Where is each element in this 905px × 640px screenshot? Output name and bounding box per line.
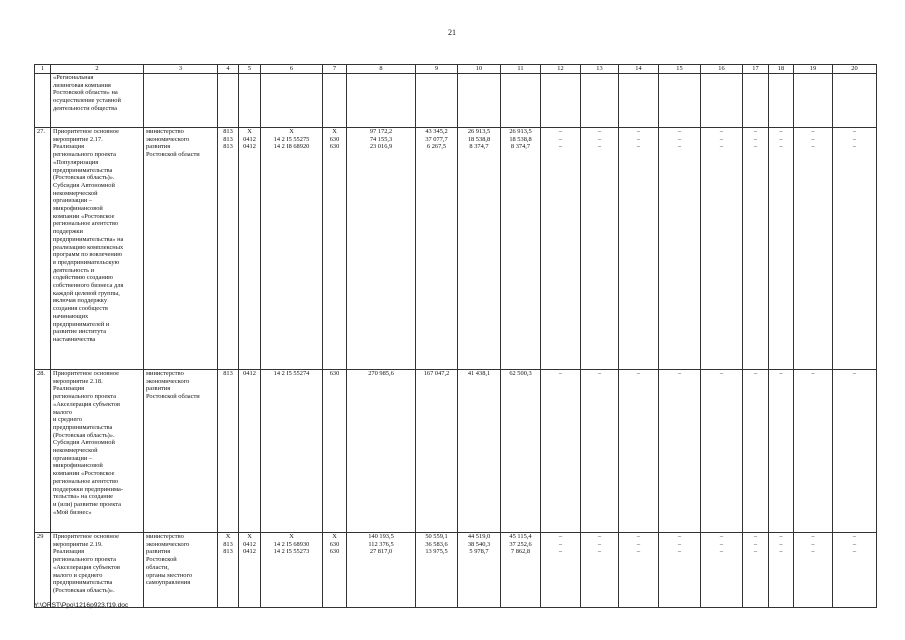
- value-line: 43 345,2: [425, 128, 448, 135]
- column-header: 14: [619, 65, 659, 74]
- value-cell: [239, 128, 261, 370]
- value-cell: [581, 533, 619, 608]
- value-cell: [541, 370, 581, 533]
- column-header: 18: [769, 65, 794, 74]
- value-line: 813: [223, 370, 233, 377]
- table-row: [35, 370, 877, 533]
- row-number: 29: [35, 533, 51, 608]
- value-line: 5 978,7: [469, 548, 489, 556]
- value-line: –: [558, 540, 563, 548]
- value-line: 74 155,3: [369, 135, 393, 143]
- value-cell: [743, 74, 769, 128]
- value-line: –: [719, 135, 724, 143]
- value-line: 630: [329, 135, 340, 143]
- value-line: –: [597, 533, 602, 540]
- value-line: 18 538,8: [509, 135, 532, 143]
- value-line: 27 817,0: [369, 548, 393, 556]
- value-cell: [743, 128, 769, 370]
- value-cell: [541, 128, 581, 370]
- value-line: –: [779, 540, 783, 548]
- value-cell: [458, 74, 501, 128]
- value-line: –: [753, 533, 758, 540]
- value-cell: [261, 74, 323, 128]
- value-cell: [261, 128, 323, 370]
- value-line: 14 2 I5 55273: [273, 548, 310, 556]
- value-cell: [541, 533, 581, 608]
- value-line: 813: [223, 548, 233, 556]
- value-line: X: [332, 533, 337, 540]
- value-line: –: [558, 548, 563, 556]
- column-header: 4: [218, 65, 239, 74]
- value-line: –: [677, 135, 682, 143]
- value-line: 630: [329, 540, 340, 548]
- value-line: 26 913,5: [509, 128, 532, 135]
- value-line: X: [289, 533, 294, 540]
- value-line: –: [636, 533, 641, 540]
- column-header: 17: [743, 65, 769, 74]
- value-line: 0412: [243, 370, 256, 377]
- value-line: –: [753, 135, 758, 143]
- value-line: –: [811, 540, 815, 548]
- row-number: 27.: [35, 128, 51, 370]
- column-header: 9: [416, 65, 458, 74]
- value-cell: [501, 370, 541, 533]
- column-header: 10: [458, 65, 501, 74]
- value-line: –: [811, 143, 815, 151]
- value-line: 813: [223, 540, 233, 548]
- value-line: –: [779, 548, 783, 556]
- value-cell: [619, 533, 659, 608]
- value-cell: [416, 533, 458, 608]
- value-cell: [239, 370, 261, 533]
- header-row: [35, 65, 877, 74]
- value-cell: [833, 128, 877, 370]
- value-line: –: [811, 548, 815, 556]
- column-header: 6: [261, 65, 323, 74]
- executor: [144, 74, 218, 128]
- value-cell: [701, 533, 743, 608]
- value-cell: [458, 533, 501, 608]
- value-line: –: [636, 128, 641, 135]
- value-line: 6 267,5: [426, 143, 447, 151]
- value-line: –: [636, 540, 641, 548]
- value-line: 36 583,6: [425, 540, 448, 548]
- value-line: –: [852, 370, 857, 377]
- value-line: –: [677, 370, 682, 377]
- value-line: X: [289, 128, 294, 135]
- value-line: –: [719, 370, 724, 377]
- value-line: –: [597, 540, 602, 548]
- value-cell: [347, 128, 416, 370]
- file-path-footer: Y:\ORST\Ppo\1216p923.f19.doc: [34, 602, 129, 609]
- value-line: 23 016,9: [369, 143, 393, 151]
- value-line: 813: [223, 143, 233, 151]
- value-cell: [239, 533, 261, 608]
- value-line: 630: [329, 143, 340, 151]
- value-line: –: [597, 370, 602, 377]
- value-cell: [769, 370, 794, 533]
- value-line: –: [753, 540, 758, 548]
- value-line: 112 376,5: [368, 540, 394, 548]
- value-line: 97 172,2: [369, 128, 393, 135]
- value-line: –: [719, 540, 724, 548]
- value-line: –: [779, 135, 783, 143]
- value-line: 37 252,6: [509, 540, 532, 548]
- value-line: 13 975,5: [425, 548, 448, 556]
- value-cell: [239, 74, 261, 128]
- value-cell: [323, 533, 347, 608]
- value-line: –: [677, 128, 682, 135]
- value-line: –: [753, 370, 758, 377]
- value-line: –: [852, 135, 857, 143]
- value-cell: [581, 370, 619, 533]
- value-cell: [659, 370, 701, 533]
- value-line: 813: [223, 135, 233, 143]
- row-number: [35, 74, 51, 128]
- value-line: 0412: [243, 135, 256, 143]
- column-header: 7: [323, 65, 347, 74]
- value-line: –: [677, 548, 682, 556]
- column-header: 13: [581, 65, 619, 74]
- value-line: –: [719, 143, 724, 151]
- executor: министерство экономического развития Ростовской области: [144, 128, 218, 370]
- value-line: X: [225, 533, 231, 540]
- value-cell: [323, 370, 347, 533]
- budget-table: [34, 64, 877, 608]
- value-line: 14 2 I5 55274: [273, 370, 310, 377]
- column-header: 1: [35, 65, 51, 74]
- value-line: 50 559,1: [425, 533, 448, 540]
- value-line: 14 2 I5 68930: [273, 540, 310, 548]
- column-header: 16: [701, 65, 743, 74]
- value-cell: [743, 370, 769, 533]
- value-line: –: [719, 548, 724, 556]
- value-line: –: [753, 143, 758, 151]
- measure-name: Приоритетное основное мероприятие 2.17. Реализация регионального проекта «Популяризация предпринимательства (Ростовская область)». Субсидия Автономной некоммерческой организации – микрофинансовой компании «Ростовское региональное агентство поддержки предпринимательства» на реализацию комплексных программ по вовлечению в предпринимательскую деятельность и содействию созданию собственного бизнеса для каждой целевой группы, включая поддержку создания сообществ начинающих предпринимателей и развитие института наставничества: [51, 128, 144, 370]
- value-cell: [501, 128, 541, 370]
- value-line: –: [811, 128, 815, 135]
- page-number: 21: [448, 28, 456, 37]
- value-cell: [458, 128, 501, 370]
- column-header: 11: [501, 65, 541, 74]
- value-line: –: [558, 533, 563, 540]
- value-line: –: [753, 128, 758, 135]
- value-line: –: [811, 370, 815, 377]
- value-cell: [581, 128, 619, 370]
- value-line: –: [636, 143, 641, 151]
- value-cell: [619, 128, 659, 370]
- value-line: 45 115,4: [509, 533, 532, 540]
- value-line: 37 077,7: [425, 135, 448, 143]
- executor: министерство экономического развития Ростовской области, органы местного самоуправления: [144, 533, 218, 608]
- value-cell: [581, 74, 619, 128]
- value-cell: [833, 533, 877, 608]
- value-line: 167 047,2: [423, 370, 450, 377]
- value-line: 18 538,8: [467, 135, 491, 143]
- value-cell: [261, 370, 323, 533]
- value-line: –: [636, 135, 641, 143]
- value-cell: [416, 370, 458, 533]
- value-line: 14 2 I8 68920: [273, 143, 310, 151]
- column-header: 5: [239, 65, 261, 74]
- value-line: 0412: [243, 548, 256, 556]
- value-line: –: [852, 540, 857, 548]
- table-row: [35, 74, 877, 128]
- value-line: –: [779, 533, 783, 540]
- value-line: –: [597, 128, 602, 135]
- column-header: 8: [347, 65, 416, 74]
- value-line: 38 540,3: [467, 540, 491, 548]
- measure-name: Приоритетное основное мероприятие 2.18. Реализация регионального проекта «Акселерация субъектов малого и среднего предпринимательства (Ростовская область)». Субсидия Автономной некоммерческой организации – микрофинансовой компании «Ростовское региональное агентство поддержки предпринима- тельства» на создание и (или) развитие проекта «Мой бизнес»: [51, 370, 144, 533]
- value-line: 8 374,7: [469, 143, 489, 151]
- value-line: –: [852, 128, 857, 135]
- value-line: 630: [329, 548, 340, 556]
- value-line: X: [247, 128, 252, 135]
- value-line: 140 193,5: [368, 533, 394, 540]
- value-cell: [416, 74, 458, 128]
- measure-name: Приоритетное основное мероприятие 2.19. Реализация регионального проекта «Акселерация субъектов малого и среднего предпринимательства (Ростовская область)».: [51, 533, 144, 608]
- value-line: –: [558, 128, 563, 135]
- value-line: 0412: [243, 540, 256, 548]
- value-line: 26 913,5: [467, 128, 491, 135]
- value-cell: [501, 74, 541, 128]
- value-cell: [347, 533, 416, 608]
- value-line: –: [558, 135, 563, 143]
- value-cell: [659, 74, 701, 128]
- value-line: 41 438,1: [467, 370, 491, 377]
- value-line: –: [852, 143, 857, 151]
- value-cell: [323, 128, 347, 370]
- value-line: 62 500,3: [509, 370, 532, 377]
- value-cell: [619, 74, 659, 128]
- value-cell: [794, 370, 833, 533]
- value-cell: [769, 128, 794, 370]
- column-header: 19: [794, 65, 833, 74]
- value-line: –: [852, 548, 857, 556]
- value-line: –: [852, 533, 857, 540]
- value-cell: [541, 74, 581, 128]
- value-line: –: [597, 143, 602, 151]
- value-line: –: [719, 533, 724, 540]
- value-cell: [794, 74, 833, 128]
- column-header: 15: [659, 65, 701, 74]
- column-header: 2: [51, 65, 144, 74]
- row-number: 28.: [35, 370, 51, 533]
- column-header: 3: [144, 65, 218, 74]
- value-line: –: [636, 548, 641, 556]
- value-cell: [347, 370, 416, 533]
- value-cell: [416, 128, 458, 370]
- value-line: –: [558, 143, 563, 151]
- value-line: X: [332, 128, 337, 135]
- value-line: 8 374,7: [510, 143, 531, 151]
- value-cell: [794, 128, 833, 370]
- value-line: –: [753, 548, 758, 556]
- value-line: –: [597, 548, 602, 556]
- table-row: [35, 533, 877, 608]
- value-line: 7 862,8: [510, 548, 531, 556]
- value-line: –: [677, 143, 682, 151]
- value-line: 44 519,0: [467, 533, 491, 540]
- value-cell: [833, 370, 877, 533]
- value-cell: [347, 74, 416, 128]
- value-line: –: [779, 143, 783, 151]
- value-cell: [323, 74, 347, 128]
- value-line: 14 2 I5 55275: [273, 135, 310, 143]
- measure-name: «Региональная лизинговая компания Ростовской области» на осуществление уставной деятельности общества: [51, 74, 144, 128]
- value-cell: [659, 533, 701, 608]
- value-cell: [833, 74, 877, 128]
- value-line: –: [597, 135, 602, 143]
- value-cell: [659, 128, 701, 370]
- value-cell: [218, 370, 239, 533]
- value-line: –: [779, 128, 783, 135]
- executor: министерство экономического развития Ростовской области: [144, 370, 218, 533]
- value-cell: [794, 533, 833, 608]
- value-line: 630: [329, 370, 340, 377]
- value-line: –: [558, 370, 563, 377]
- value-cell: [701, 370, 743, 533]
- value-cell: [218, 533, 239, 608]
- value-line: –: [811, 135, 815, 143]
- value-line: –: [719, 128, 724, 135]
- value-cell: [261, 533, 323, 608]
- column-header: 20: [833, 65, 877, 74]
- value-cell: [701, 74, 743, 128]
- value-line: –: [636, 370, 641, 377]
- value-line: X: [247, 533, 252, 540]
- value-line: –: [811, 533, 815, 540]
- value-cell: [743, 533, 769, 608]
- value-cell: [458, 370, 501, 533]
- value-cell: [619, 370, 659, 533]
- value-line: –: [677, 540, 682, 548]
- value-cell: [218, 74, 239, 128]
- value-line: –: [779, 370, 783, 377]
- value-line: 813: [223, 128, 233, 135]
- value-cell: [769, 74, 794, 128]
- table-row: [35, 128, 877, 370]
- value-cell: [769, 533, 794, 608]
- column-header: 12: [541, 65, 581, 74]
- value-line: 270 985,6: [368, 370, 394, 377]
- value-cell: [501, 533, 541, 608]
- value-line: 0412: [243, 143, 256, 151]
- value-cell: [701, 128, 743, 370]
- value-line: –: [677, 533, 682, 540]
- value-cell: [218, 128, 239, 370]
